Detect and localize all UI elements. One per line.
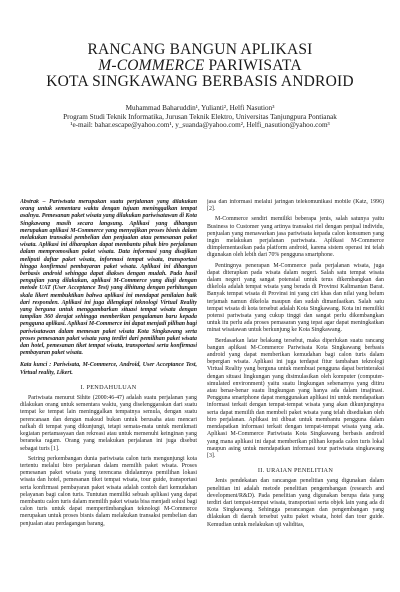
title-line-2-rest: PARIWISATA (204, 57, 302, 74)
abstract-text: Pariwisata merupakan suatu perjalanan yang dilakukan orang untuk sementara waktu dengan tujuan meninggalkan tempat asalnya. Pemesanan paket wisata yang dilakukan pariwisatawan di Kota Singkawang masih secara langsung. Aplikasi yang dibangun merupakan aplikasi M-Commerce yang menyajikan proses bisnis dalam melakukan transaksi pembelian dan penjualan atau pemesanan paket wisata. Aplikasi ini diharapkan dapat membantu pihak biro perjalanan dalam mempromosikan paket wisata. Data informasi yang disajikan meliputi daftar paket wisata, informasi tempat wisata, transportasi hingga konfirmasi pembayaran paket wisata. Aplikasi ini dibangun berbasis android sehingga dapat diakses dengan mudah. Pada hasil pengujian yang dilakukan, aplikasi M-Commerce yang diuji dengan metode UAT (User Acceptance Test) yang dihitung dengan perhitungan skala likert membuktikan bahwa aplikasi ini mendapat penilaian baik dari responden. Aplikasi ini juga dilengkapi teknologi Virtual Reality yang berguna untuk menggambarkan situasi tempat wisata dengan tampilan 360 derajat sehingga memberikan pengalaman baru kepada pengguna aplikasi. Aplikasi M-Commerce ini dapat menjadi pilihan bagi pariwisatawan dalam memesan paket wisata Kota Singkawang serta proses pemesanan paket wisata yang terdiri dari pemilihan paket wisata dan hotel, pemesanan tiket tempat wisata, transportasi serta konfirmasi pembayaran paket wisata. (20, 199, 197, 357)
author-affiliation: Program Studi Teknik Informatika, Jurusan Teknik Elektro, Universitas Tanjungpura Pontianak (63, 112, 337, 121)
right-column (207, 199, 384, 588)
title-line-2-italic: M-COMMERCE (98, 57, 205, 74)
author-block (20, 104, 380, 130)
left-column (20, 199, 197, 588)
intro-paragraph-1: Pariwisata menurut Sihite (2000:46-47) adalah suatu perjalanan yang dilakukan orang untuk sementara waktu, yang diselenggarakan dari suatu tempat ke tempat lain meninggalkan tempatnya semula, dengan suatu perencanaan dan dengan maksud bukan untuk berusaha atau mencari nafkah di tempat yang dikunjungi, tetapi semata-mata untuk menikmati kegiatan pertamasyaan dan rekreasi atau untuk memenuhi keinginan yang beraneka ragam. Orang yang melakukan perjalanan ini juga disebut sebagai turis [1]. (20, 395, 197, 452)
title-line-1: RANCANG BANGUN APLIKASI (87, 41, 313, 58)
section-heading-method: II. URAIAN PENELITIAN (257, 467, 334, 475)
right-paragraph-3: Pentingnya penerapan M-Commerce pada perjalanan wisata, juga dapat diterapkan pada wisata dalam negeri. Salah satu tempat wisata dalam negeri yang sangat potensial untuk terus dikembangkan dan dikelola adalah tempat wisata yang berada di Provinsi Kalimantan Barat. Banyak tempat wisata di Provinsi ini yang ciri khas dan nilai yang belum terjamah namun dikelola maupun dan sudah dimanfaatkan. Salah satu tempat wisata di kota tersebut adalah Kota Singkawang. Kota ini memiliki potensi pariwisata yang cukup tinggi dan sangat perlu dikembangkan untuk itu perlu ada proses pemasaran yang tepat agar dapat meningkatkan minat wisatawan untuk berkunjung ke Kota Singkawang. (207, 262, 384, 334)
right-paragraph-4: Berdasarkan latar belakang tersebut, maka diperlukan suatu rancang bangun aplikasi M-Commerce Pariwisata Kota Singkawang berbasis android yang dapat memberikan kemudahan bagi calon turis dalam bepergian wisata. Aplikasi ini juga terdapat fitur tambahan teknologi Virtual Reality yang berguna untuk membuat pengguna dapat berinteraksi dengan situasi lingkungan yang disimulasikan oleh komputer (computer-simulated environment) yaitu suatu lingkungan sebenarnya yang ditiru atau benar-benar suatu lingkungan yang hanya ada dalam imajinasi. Pengguna smartphone dapat menggunakan aplikasi ini untuk mendapatkan informasi terkait dengan tempat-tempat wisata yang akan dikunjunginya serta dapat memilih dan membeli paket wisata yang telah disediakan oleh biro perjalanan. Aplikasi ini dibuat untuk membantu pengguna dalam mendapatkan informasi terkait dengan tempat-tempat wisata yang ada. Aplikasi M-Commerce Pariwisata Kota Singkawang berbasis android yang mana aplikasi ini dapat memberikan pilihan kepada calon turis lokal maupun asing untuk mendapatkan informasi tour pariwisata singkawang [3]. (207, 337, 384, 459)
method-paragraph-1: Jenis pendekatan dan rancangan penelitian yang digunakan dalam penelitian ini adalah metode penelitian pengembangan (research and development/R&D). Pada penelitian yang digunakan berupa data yang terdiri dari tempat-tempat wisata, transportasi serta objek lain yang ada di Kota Singkawang. Sehingga perancangan dan pengembangan yang dilakukan di daerah tersebut yaitu paket wisata, hotel dan tour guide. Kemudian untuk melakukan uji validitas, (207, 478, 384, 528)
keywords: Kata kunci : Pariwisata, M-Commerce, Android, User Acceptance Test, Virtual reality, Likert. (20, 362, 197, 376)
title-line-3: KOTA SINGKAWANG BERBASIS ANDROID (46, 73, 354, 90)
right-paragraph-1: jasa dan informasi melalui jaringan telekomunikasi mobile (Katz, 1996) [2]. (207, 199, 384, 213)
two-column-body (20, 199, 384, 588)
section-heading-introduction: I. PENDAHULUAN (80, 383, 137, 391)
author-names: Muhammad Baharuddin¹, Yulianti², Helfi Nasution³ (125, 104, 275, 112)
paper-page (0, 42, 400, 592)
right-paragraph-2: M-Commerce sendiri memiliki beberapa jenis, salah satunya yaitu Business to Customer yang artinya transaksi riel dengan penjual individu, penjualan yang menawarkan jasa pariwisata kepada calon konsumen yang ingin melakukan perjalanan pariwisata. Aplikasi M-Commerce diimplementasikan pada platform android, karena sistem operasi ini telah digunakan oleh lebih dari 70% pengguna smartphone. (207, 216, 384, 259)
intro-paragraph-2: Seiring perkembangan dunia pariwisata calon turis mengunjungi kota tertentu melalui biro perjalanan dalam memilih paket wisata. Proses pemesanan paket wisata yang terencana didalamnya pemilihan lokasi wisata dan hotel, pemesanan tiket tempat wisata, tour guide, transportasi serta konfirmasi pembayaran paket wisata adalah contoh dari kemudahan pelayanan bagi calon turis. Tuntutan memiliki sebuah aplikasi yang dapat membantu calon turis dalam memilih paket wisata bisa menjadi solusi bagi calon turis untuk dapat mempertimbangkan teknologi M-Commerce merupakan untuk proses bisnis dalam melakukan transaksi pembelian dan penjualan atau perdagangan barang, (20, 455, 197, 527)
author-emails: ¹e-mail: bahar.escape@yahoo.com¹, y_suanda@yahoo.com², Helfi_nasution@yahoo.com³ (70, 121, 330, 130)
title-line-2 (20, 58, 380, 74)
abstract (20, 199, 197, 357)
abstract-lead: Abstrak – (20, 199, 46, 205)
paper-title (20, 42, 380, 90)
